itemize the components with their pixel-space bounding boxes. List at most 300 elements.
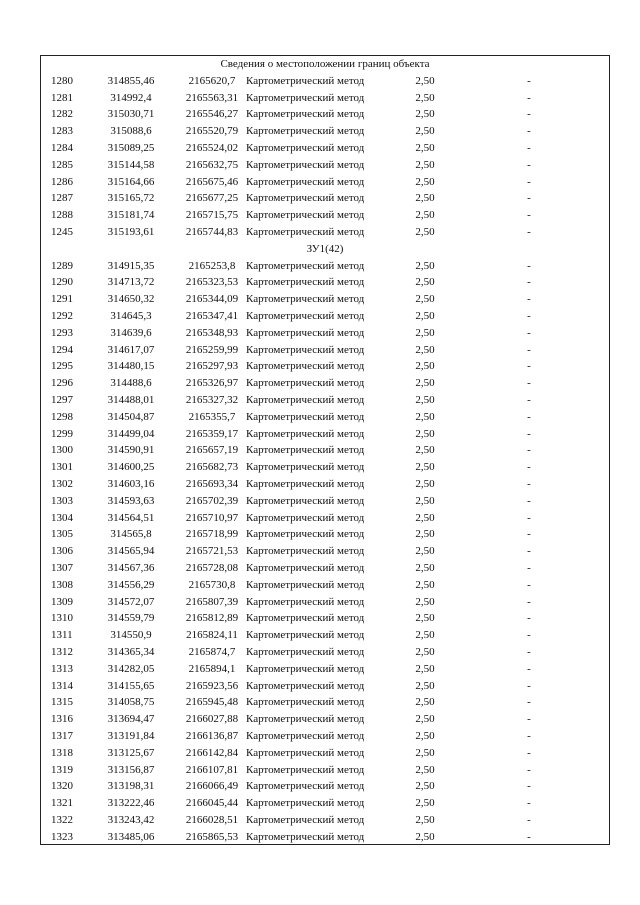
coord-x: 314058,75 bbox=[107, 696, 155, 709]
method-cell: Картометрический метод bbox=[246, 326, 365, 339]
coord-y: 2165718,99 bbox=[185, 528, 239, 541]
dash-cell: - bbox=[527, 377, 531, 390]
accuracy-cell: 2,50 bbox=[415, 444, 435, 457]
coord-y: 2165807,39 bbox=[185, 595, 239, 608]
table-row bbox=[41, 258, 609, 275]
coord-y: 2166028,51 bbox=[185, 814, 239, 826]
method-cell: Картометрический метод bbox=[246, 444, 365, 457]
coord-x: 314600,25 bbox=[107, 461, 155, 474]
point-number: 1300 bbox=[51, 444, 73, 457]
table-row bbox=[41, 426, 609, 443]
table-row bbox=[41, 207, 609, 224]
coord-y: 2165693,34 bbox=[185, 478, 239, 490]
coord-x: 314593,63 bbox=[107, 494, 155, 507]
coord-x: 313694,47 bbox=[107, 713, 155, 726]
point-number: 1307 bbox=[51, 562, 73, 574]
section-label: ЗУ1(42) bbox=[306, 242, 344, 255]
accuracy-cell: 2,50 bbox=[415, 814, 435, 826]
accuracy-cell: 2,50 bbox=[415, 226, 435, 238]
method-cell: Картометрический метод bbox=[246, 461, 365, 474]
table-row bbox=[41, 594, 609, 611]
method-cell: Картометрический метод bbox=[246, 410, 365, 423]
point-number: 1304 bbox=[51, 511, 73, 524]
method-cell: Картометрический метод bbox=[246, 293, 365, 306]
coord-x: 314915,35 bbox=[107, 259, 155, 272]
point-number: 1315 bbox=[51, 696, 73, 709]
dash-cell: - bbox=[527, 158, 531, 171]
accuracy-cell: 2,50 bbox=[415, 545, 435, 558]
coord-y: 2166142,84 bbox=[185, 746, 239, 759]
coord-x: 315088,6 bbox=[110, 125, 152, 138]
method-cell: Картометрический метод bbox=[246, 830, 365, 843]
dash-cell: - bbox=[527, 326, 531, 339]
coord-x: 314155,65 bbox=[107, 679, 155, 692]
coord-x: 313485,06 bbox=[107, 830, 155, 843]
dash-cell: - bbox=[527, 730, 531, 742]
coord-y: 2165812,89 bbox=[185, 612, 239, 625]
method-cell: Картометрический метод bbox=[246, 730, 365, 742]
coord-x: 315089,25 bbox=[107, 142, 155, 154]
method-cell: Картометрический метод bbox=[246, 696, 365, 709]
table-row bbox=[41, 560, 609, 577]
point-number: 1280 bbox=[51, 74, 73, 87]
method-cell: Картометрический метод bbox=[246, 394, 365, 406]
dash-cell: - bbox=[527, 562, 531, 574]
coord-y: 2165253,8 bbox=[188, 259, 236, 272]
method-cell: Картометрический метод bbox=[246, 192, 365, 205]
table-row bbox=[41, 174, 609, 191]
method-cell: Картометрический метод bbox=[246, 679, 365, 692]
coord-y: 2165524,02 bbox=[185, 142, 239, 154]
coord-y: 2165546,27 bbox=[185, 108, 239, 121]
point-number: 1297 bbox=[51, 394, 73, 406]
table-row bbox=[41, 627, 609, 644]
table-row bbox=[41, 123, 609, 140]
accuracy-cell: 2,50 bbox=[415, 394, 435, 406]
accuracy-cell: 2,50 bbox=[415, 410, 435, 423]
point-number: 1286 bbox=[51, 175, 73, 188]
coord-x: 314550,9 bbox=[110, 629, 152, 642]
point-number: 1296 bbox=[51, 377, 73, 390]
table-row bbox=[41, 325, 609, 342]
point-number: 1319 bbox=[51, 763, 73, 776]
coord-y: 2165297,93 bbox=[185, 360, 239, 373]
table-row bbox=[41, 157, 609, 174]
coord-x: 314564,51 bbox=[107, 511, 155, 524]
coord-y: 2166136,87 bbox=[185, 730, 239, 742]
method-cell: Картометрический метод bbox=[246, 158, 365, 171]
coord-x: 314603,16 bbox=[107, 478, 155, 490]
coord-y: 2165347,41 bbox=[185, 310, 239, 322]
point-number: 1283 bbox=[51, 125, 73, 138]
method-cell: Картометрический метод bbox=[246, 595, 365, 608]
dash-cell: - bbox=[527, 545, 531, 558]
dash-cell: - bbox=[527, 713, 531, 726]
coord-x: 314565,8 bbox=[110, 528, 152, 541]
table-row bbox=[41, 476, 609, 493]
dash-cell: - bbox=[527, 209, 531, 222]
coord-y: 2166066,49 bbox=[185, 780, 239, 793]
accuracy-cell: 2,50 bbox=[415, 74, 435, 87]
coord-y: 2165715,75 bbox=[185, 209, 239, 222]
dash-cell: - bbox=[527, 410, 531, 423]
method-cell: Картометрический метод bbox=[246, 578, 365, 591]
dash-cell: - bbox=[527, 478, 531, 490]
method-cell: Картометрический метод bbox=[246, 310, 365, 322]
dash-cell: - bbox=[527, 444, 531, 457]
dash-cell: - bbox=[527, 578, 531, 591]
accuracy-cell: 2,50 bbox=[415, 461, 435, 474]
dash-cell: - bbox=[527, 679, 531, 692]
coord-x: 313156,87 bbox=[107, 763, 155, 776]
accuracy-cell: 2,50 bbox=[415, 377, 435, 390]
method-cell: Картометрический метод bbox=[246, 108, 365, 121]
table-row bbox=[41, 459, 609, 476]
method-cell: Картометрический метод bbox=[246, 427, 365, 440]
coord-x: 313222,46 bbox=[107, 797, 155, 810]
coord-y: 2165824,11 bbox=[186, 629, 238, 642]
dash-cell: - bbox=[527, 293, 531, 306]
method-cell: Картометрический метод bbox=[246, 125, 365, 138]
point-number: 1313 bbox=[51, 662, 73, 675]
table-row bbox=[41, 543, 609, 560]
coord-y: 2165675,46 bbox=[185, 175, 239, 188]
method-cell: Картометрический метод bbox=[246, 343, 365, 356]
point-number: 1305 bbox=[51, 528, 73, 541]
coord-y: 2165682,73 bbox=[185, 461, 239, 474]
coord-x: 313125,67 bbox=[107, 746, 155, 759]
method-cell: Картометрический метод bbox=[246, 478, 365, 490]
table-row bbox=[41, 526, 609, 543]
accuracy-cell: 2,50 bbox=[415, 679, 435, 692]
point-number: 1320 bbox=[51, 780, 73, 793]
table-row bbox=[41, 661, 609, 678]
method-cell: Картометрический метод bbox=[246, 763, 365, 776]
dash-cell: - bbox=[527, 310, 531, 322]
dash-cell: - bbox=[527, 814, 531, 826]
method-cell: Картометрический метод bbox=[246, 142, 365, 154]
table-row bbox=[41, 190, 609, 207]
coord-x: 314559,79 bbox=[107, 612, 155, 625]
accuracy-cell: 2,50 bbox=[415, 578, 435, 591]
accuracy-cell: 2,50 bbox=[415, 562, 435, 574]
coord-x: 314617,07 bbox=[107, 343, 155, 356]
coord-y: 2165865,53 bbox=[185, 830, 239, 843]
dash-cell: - bbox=[527, 142, 531, 154]
accuracy-cell: 2,50 bbox=[415, 343, 435, 356]
point-number: 1311 bbox=[51, 629, 73, 642]
coord-x: 315193,61 bbox=[107, 226, 155, 238]
coord-x: 315144,58 bbox=[107, 158, 155, 171]
coord-x: 314572,07 bbox=[107, 595, 155, 608]
point-number: 1284 bbox=[51, 142, 73, 154]
coord-y: 2165632,75 bbox=[185, 158, 239, 171]
dash-cell: - bbox=[527, 108, 531, 121]
coord-x: 314645,3 bbox=[110, 310, 152, 322]
coord-x: 315164,66 bbox=[107, 175, 155, 188]
coord-y: 2165657,19 bbox=[185, 444, 239, 457]
coord-x: 314365,34 bbox=[107, 646, 155, 658]
accuracy-cell: 2,50 bbox=[415, 730, 435, 742]
point-number: 1309 bbox=[51, 595, 73, 608]
accuracy-cell: 2,50 bbox=[415, 125, 435, 138]
method-cell: Картометрический метод bbox=[246, 662, 365, 675]
table-row bbox=[41, 678, 609, 695]
point-number: 1287 bbox=[51, 192, 73, 205]
point-number: 1293 bbox=[51, 326, 73, 339]
point-number: 1295 bbox=[51, 360, 73, 373]
coord-y: 2165348,93 bbox=[185, 326, 239, 339]
coord-y: 2166107,81 bbox=[185, 763, 239, 776]
accuracy-cell: 2,50 bbox=[415, 713, 435, 726]
table-row bbox=[41, 644, 609, 661]
table-row bbox=[41, 392, 609, 409]
table-row bbox=[41, 342, 609, 359]
dash-cell: - bbox=[527, 192, 531, 205]
point-number: 1308 bbox=[51, 578, 73, 591]
dash-cell: - bbox=[527, 74, 531, 87]
coord-x: 314855,46 bbox=[107, 74, 155, 87]
table-row bbox=[41, 442, 609, 459]
accuracy-cell: 2,50 bbox=[415, 612, 435, 625]
coord-y: 2165355,7 bbox=[188, 410, 236, 423]
dash-cell: - bbox=[527, 629, 531, 642]
table-row bbox=[41, 106, 609, 123]
point-number: 1316 bbox=[51, 713, 73, 726]
coord-x: 314992,4 bbox=[110, 91, 152, 104]
method-cell: Картометрический метод bbox=[246, 209, 365, 222]
point-number: 1314 bbox=[51, 679, 73, 692]
dash-cell: - bbox=[527, 528, 531, 541]
method-cell: Картометрический метод bbox=[246, 91, 365, 104]
coord-x: 314590,91 bbox=[107, 444, 155, 457]
coord-y: 2165327,32 bbox=[185, 394, 239, 406]
accuracy-cell: 2,50 bbox=[415, 209, 435, 222]
coord-y: 2165359,17 bbox=[185, 427, 239, 440]
boundary-table bbox=[40, 55, 610, 845]
table-row bbox=[41, 409, 609, 426]
coord-y: 2165744,83 bbox=[185, 226, 239, 238]
coord-y: 2165702,39 bbox=[185, 494, 239, 507]
accuracy-cell: 2,50 bbox=[415, 158, 435, 171]
method-cell: Картометрический метод bbox=[246, 780, 365, 793]
table-row bbox=[41, 762, 609, 779]
method-cell: Картометрический метод bbox=[246, 713, 365, 726]
table-title: Сведения о местоположении границ объекта bbox=[220, 58, 430, 70]
dash-cell: - bbox=[527, 125, 531, 138]
coord-x: 314639,6 bbox=[110, 326, 152, 339]
coord-x: 314556,29 bbox=[107, 578, 155, 591]
table-row bbox=[41, 745, 609, 762]
point-number: 1318 bbox=[51, 746, 73, 759]
method-cell: Картометрический метод bbox=[246, 646, 365, 658]
point-number: 1317 bbox=[51, 730, 73, 742]
table-row bbox=[41, 694, 609, 711]
coord-x: 313191,84 bbox=[107, 730, 155, 742]
table-row bbox=[41, 829, 609, 846]
table-row bbox=[41, 291, 609, 308]
point-number: 1322 bbox=[51, 814, 73, 826]
dash-cell: - bbox=[527, 746, 531, 759]
accuracy-cell: 2,50 bbox=[415, 91, 435, 104]
table-row bbox=[41, 73, 609, 90]
dash-cell: - bbox=[527, 91, 531, 104]
accuracy-cell: 2,50 bbox=[415, 427, 435, 440]
accuracy-cell: 2,50 bbox=[415, 192, 435, 205]
dash-cell: - bbox=[527, 461, 531, 474]
point-number: 1281 bbox=[51, 91, 73, 104]
point-number: 1289 bbox=[51, 259, 73, 272]
accuracy-cell: 2,50 bbox=[415, 763, 435, 776]
accuracy-cell: 2,50 bbox=[415, 662, 435, 675]
method-cell: Картометрический метод bbox=[246, 494, 365, 507]
coord-y: 2165520,79 bbox=[185, 125, 239, 138]
accuracy-cell: 2,50 bbox=[415, 494, 435, 507]
accuracy-cell: 2,50 bbox=[415, 276, 435, 289]
coord-x: 313243,42 bbox=[107, 814, 155, 826]
method-cell: Картометрический метод bbox=[246, 175, 365, 188]
table-row bbox=[41, 308, 609, 325]
accuracy-cell: 2,50 bbox=[415, 175, 435, 188]
point-number: 1299 bbox=[51, 427, 73, 440]
table-row bbox=[41, 493, 609, 510]
dash-cell: - bbox=[527, 830, 531, 843]
coord-x: 313198,31 bbox=[107, 780, 155, 793]
accuracy-cell: 2,50 bbox=[415, 646, 435, 658]
method-cell: Картометрический метод bbox=[246, 360, 365, 373]
coord-y: 2165728,08 bbox=[185, 562, 239, 574]
table-row bbox=[41, 224, 609, 241]
table-row bbox=[41, 577, 609, 594]
point-number: 1312 bbox=[51, 646, 73, 658]
accuracy-cell: 2,50 bbox=[415, 780, 435, 793]
accuracy-cell: 2,50 bbox=[415, 595, 435, 608]
method-cell: Картометрический метод bbox=[246, 629, 365, 642]
dash-cell: - bbox=[527, 612, 531, 625]
accuracy-cell: 2,50 bbox=[415, 746, 435, 759]
table-row bbox=[41, 610, 609, 627]
coord-y: 2165563,31 bbox=[185, 91, 239, 104]
coord-y: 2165710,97 bbox=[185, 511, 239, 524]
method-cell: Картометрический метод bbox=[246, 377, 365, 390]
point-number: 1298 bbox=[51, 410, 73, 423]
accuracy-cell: 2,50 bbox=[415, 259, 435, 272]
dash-cell: - bbox=[527, 427, 531, 440]
point-number: 1292 bbox=[51, 310, 73, 322]
coord-y: 2166045,44 bbox=[185, 797, 239, 810]
dash-cell: - bbox=[527, 276, 531, 289]
method-cell: Картометрический метод bbox=[246, 797, 365, 810]
point-number: 1303 bbox=[51, 494, 73, 507]
table-row bbox=[41, 375, 609, 392]
table-row bbox=[41, 778, 609, 795]
point-number: 1294 bbox=[51, 343, 73, 356]
accuracy-cell: 2,50 bbox=[415, 830, 435, 843]
dash-cell: - bbox=[527, 343, 531, 356]
dash-cell: - bbox=[527, 763, 531, 776]
coord-x: 314713,72 bbox=[107, 276, 155, 289]
dash-cell: - bbox=[527, 511, 531, 524]
point-number: 1291 bbox=[51, 293, 73, 306]
coord-x: 314488,6 bbox=[110, 377, 152, 390]
coord-y: 2165730,8 bbox=[188, 578, 236, 591]
coord-y: 2165326,97 bbox=[185, 377, 239, 390]
dash-cell: - bbox=[527, 360, 531, 373]
table-row bbox=[41, 90, 609, 107]
coord-y: 2165323,53 bbox=[185, 276, 239, 289]
coord-x: 314504,87 bbox=[107, 410, 155, 423]
accuracy-cell: 2,50 bbox=[415, 629, 435, 642]
dash-cell: - bbox=[527, 175, 531, 188]
method-cell: Картометрический метод bbox=[246, 276, 365, 289]
dash-cell: - bbox=[527, 662, 531, 675]
method-cell: Картометрический метод bbox=[246, 814, 365, 826]
point-number: 1323 bbox=[51, 830, 73, 843]
point-number: 1301 bbox=[51, 461, 73, 474]
coord-y: 2166027,88 bbox=[185, 713, 239, 726]
coord-y: 2165923,56 bbox=[185, 679, 239, 692]
point-number: 1285 bbox=[51, 158, 73, 171]
accuracy-cell: 2,50 bbox=[415, 142, 435, 154]
dash-cell: - bbox=[527, 394, 531, 406]
coord-x: 314650,32 bbox=[107, 293, 155, 306]
accuracy-cell: 2,50 bbox=[415, 528, 435, 541]
coord-y: 2165344,09 bbox=[185, 293, 239, 306]
coord-x: 314480,15 bbox=[107, 360, 155, 373]
method-cell: Картометрический метод bbox=[246, 545, 365, 558]
point-number: 1282 bbox=[51, 108, 73, 121]
accuracy-cell: 2,50 bbox=[415, 293, 435, 306]
accuracy-cell: 2,50 bbox=[415, 360, 435, 373]
coord-y: 2165721,53 bbox=[185, 545, 239, 558]
coord-x: 314488,01 bbox=[107, 394, 155, 406]
accuracy-cell: 2,50 bbox=[415, 478, 435, 490]
dash-cell: - bbox=[527, 780, 531, 793]
dash-cell: - bbox=[527, 797, 531, 810]
method-cell: Картометрический метод bbox=[246, 74, 365, 87]
table-row bbox=[41, 812, 609, 829]
coord-x: 315030,71 bbox=[107, 108, 155, 121]
point-number: 1302 bbox=[51, 478, 73, 490]
coord-y: 2165620,7 bbox=[188, 74, 236, 87]
accuracy-cell: 2,50 bbox=[415, 797, 435, 810]
coord-x: 314565,94 bbox=[107, 545, 155, 558]
accuracy-cell: 2,50 bbox=[415, 696, 435, 709]
table-row bbox=[41, 795, 609, 812]
coord-x: 315165,72 bbox=[107, 192, 155, 205]
accuracy-cell: 2,50 bbox=[415, 108, 435, 121]
method-cell: Картометрический метод bbox=[246, 746, 365, 759]
point-number: 1245 bbox=[51, 226, 73, 238]
coord-x: 314567,36 bbox=[107, 562, 155, 574]
method-cell: Картометрический метод bbox=[246, 259, 365, 272]
table-row bbox=[41, 728, 609, 745]
method-cell: Картометрический метод bbox=[246, 562, 365, 574]
coord-x: 315181,74 bbox=[107, 209, 155, 222]
table-row bbox=[41, 711, 609, 728]
accuracy-cell: 2,50 bbox=[415, 326, 435, 339]
table-row bbox=[41, 274, 609, 291]
coord-y: 2165259,99 bbox=[185, 343, 239, 356]
table-row bbox=[41, 140, 609, 157]
coord-x: 314499,04 bbox=[107, 427, 155, 440]
point-number: 1306 bbox=[51, 545, 73, 558]
accuracy-cell: 2,50 bbox=[415, 310, 435, 322]
point-number: 1321 bbox=[51, 797, 73, 810]
coord-y: 2165894,1 bbox=[188, 662, 236, 675]
coord-x: 314282,05 bbox=[107, 662, 155, 675]
accuracy-cell: 2,50 bbox=[415, 511, 435, 524]
